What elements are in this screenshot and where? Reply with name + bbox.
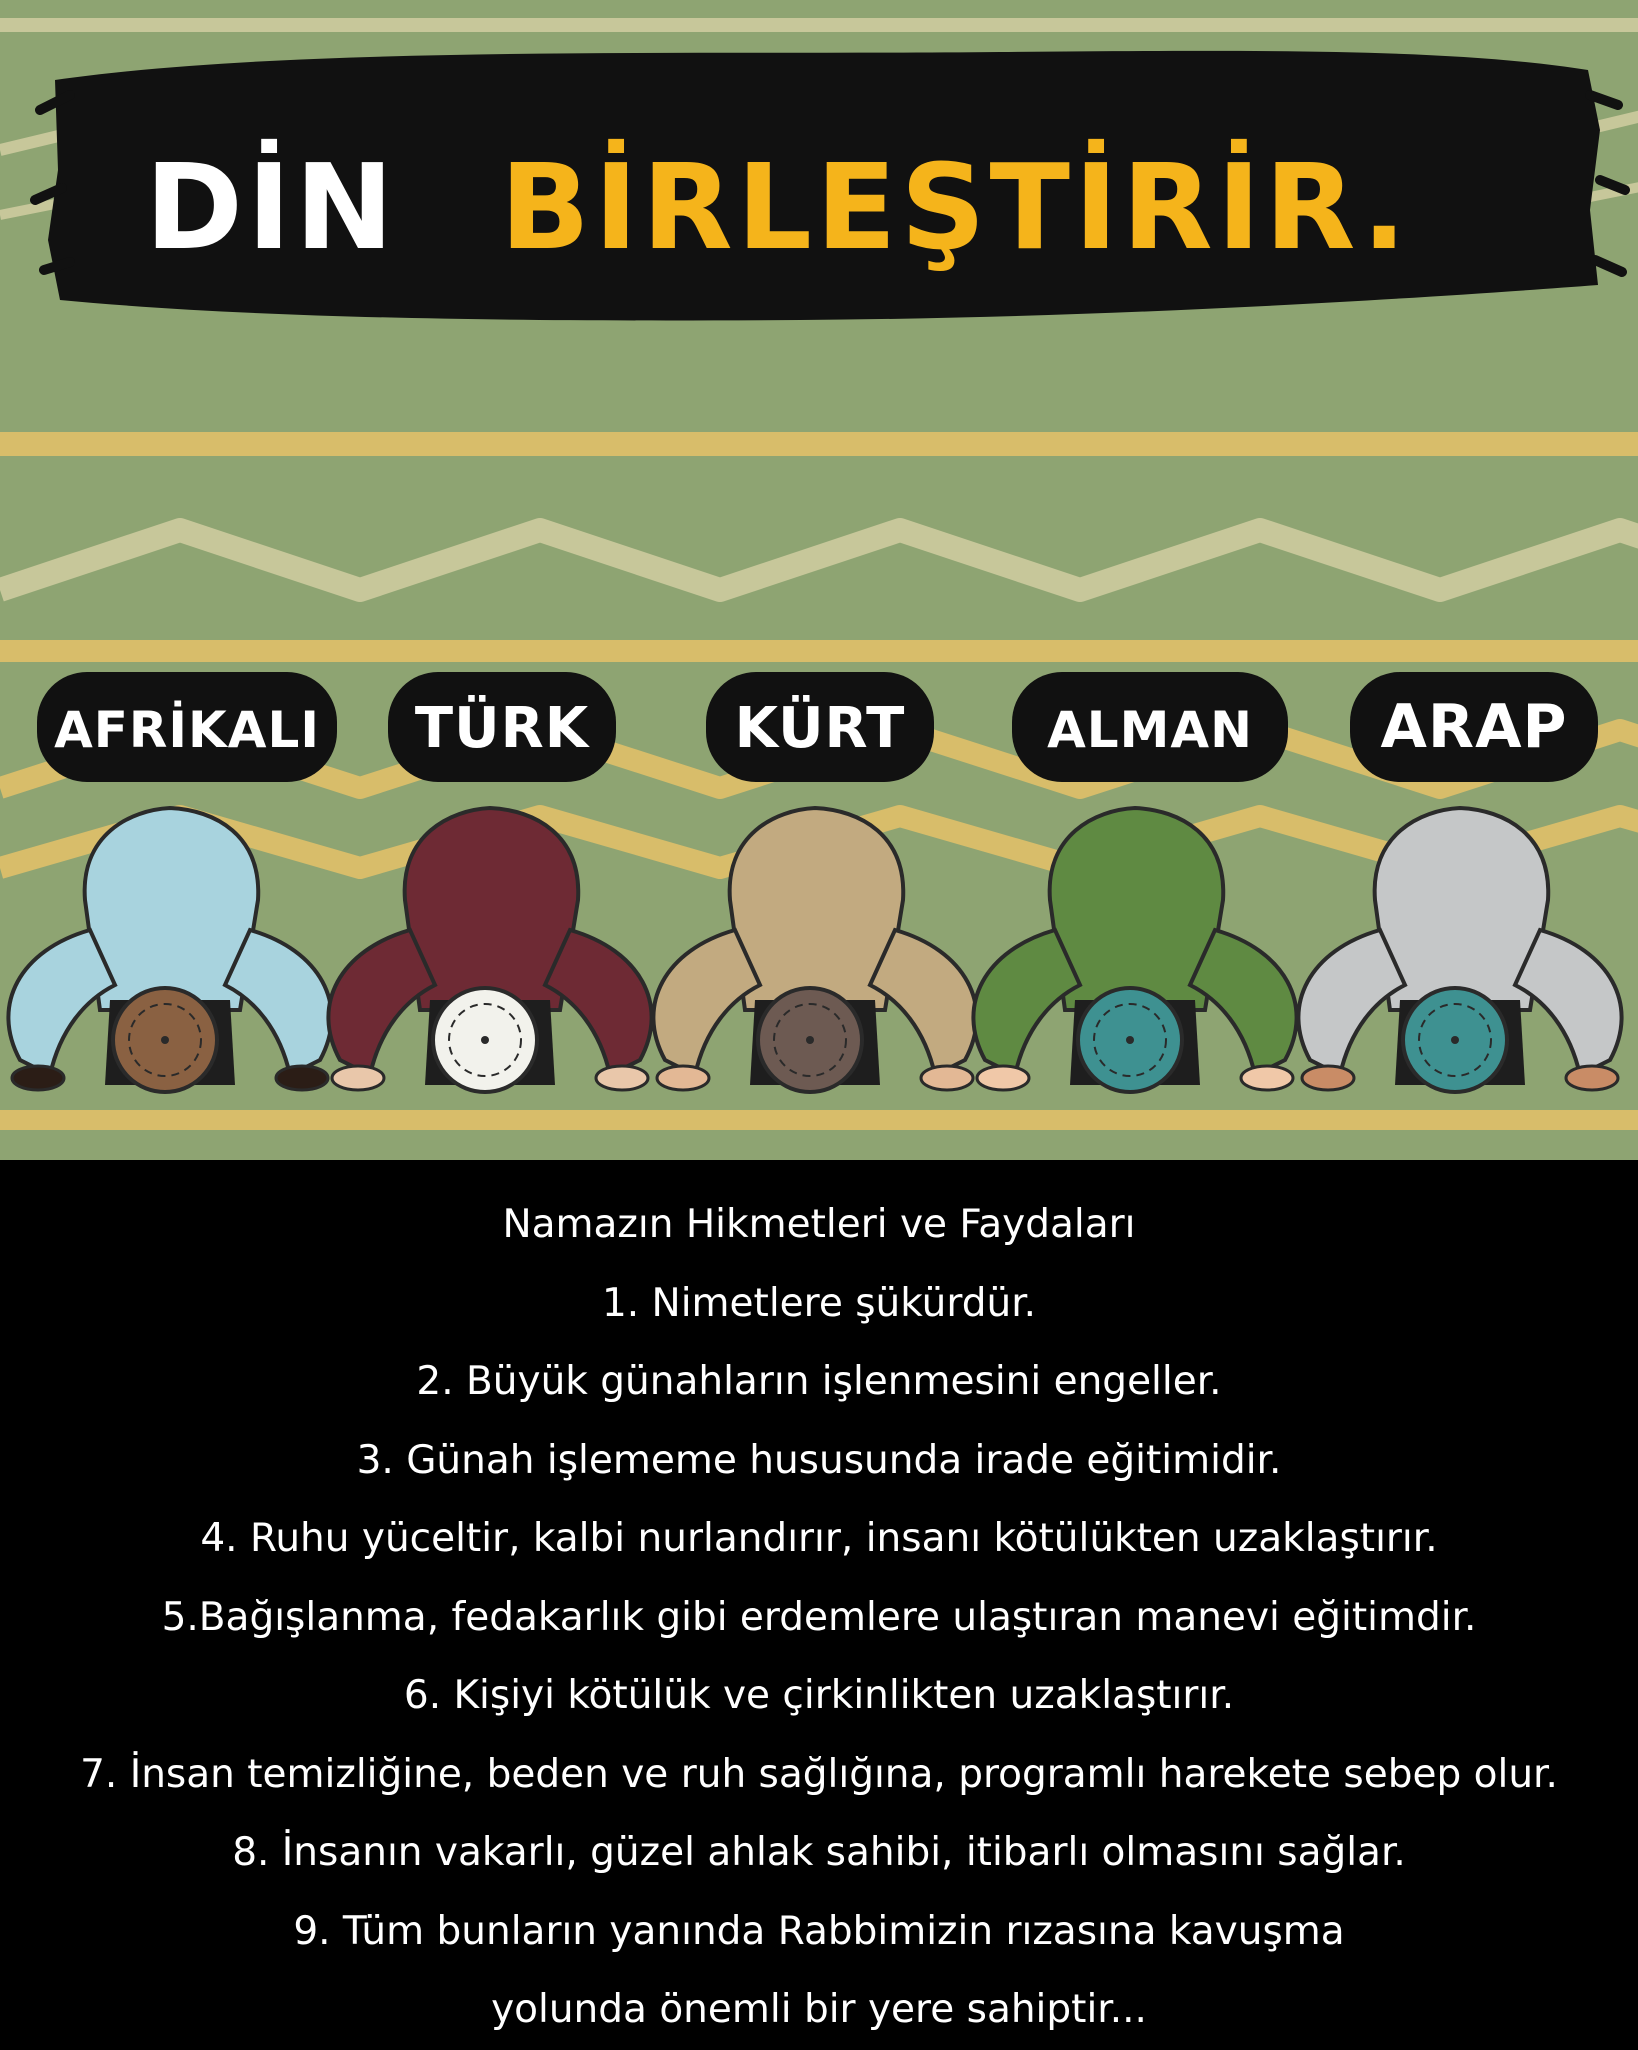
nationality-label: ARAP [1380, 692, 1568, 762]
label-pill [37, 672, 337, 782]
stripe-band [0, 18, 1638, 32]
caption-heading: Namazın Hikmetleri ve Faydaları [502, 1202, 1136, 1247]
caption-item-5: 5.Bağışlanma, fedakarlık gibi erdemlere ulaştıran manevi eğitimdir. [161, 1594, 1477, 1640]
title-word-birlestirir: BİRLEŞTİRİR. [500, 138, 1411, 276]
nationality-label: AFRİKALI [54, 701, 320, 759]
stripe-band [0, 1110, 1638, 1130]
caption-item-6: 6. Kişiyi kötülük ve çirkinlikten uzaklaştırır. [403, 1673, 1235, 1718]
caption-item-2: 2. Büyük günahların işlenmesini engeller. [416, 1359, 1222, 1404]
label-pill [706, 672, 934, 782]
nationality-label: ALMAN [1047, 701, 1253, 759]
label-pill [1012, 672, 1288, 782]
nationality-label: KÜRT [734, 696, 906, 761]
caption-item-3: 3. Günah işlememe hususunda irade eğitimidir. [356, 1437, 1282, 1483]
title-banner [35, 51, 1625, 321]
nationality-labels [37, 672, 1598, 782]
caption-item-8: 8. İnsanın vakarlı, güzel ahlak sahibi, itibarlı olmasını sağlar. [232, 1830, 1406, 1875]
label-pill [1350, 672, 1598, 782]
label-pill [388, 672, 616, 782]
stripe-band [0, 432, 1638, 456]
caption-item-1: 1. Nimetlere şükürdür. [601, 1280, 1037, 1326]
title-word-din: DİN [145, 138, 398, 276]
stripe-band [0, 640, 1638, 662]
caption-item-7: 7. İnsan temizliğine, beden ve ruh sağlığına, programlı harekete sebep olur. [80, 1751, 1558, 1797]
caption-item-9-continued: yolunda önemli bir yere sahiptir... [491, 1987, 1147, 2032]
caption-panel [0, 1160, 1638, 2048]
nationality-label: TÜRK [414, 696, 590, 761]
caption-item-9: 9. Tüm bunların yanında Rabbimizin rızasına kavuşma [293, 1908, 1345, 1954]
caption-item-4: 4. Ruhu yüceltir, kalbi nurlandırır, insanı kötülükten uzaklaştırır. [200, 1516, 1438, 1561]
